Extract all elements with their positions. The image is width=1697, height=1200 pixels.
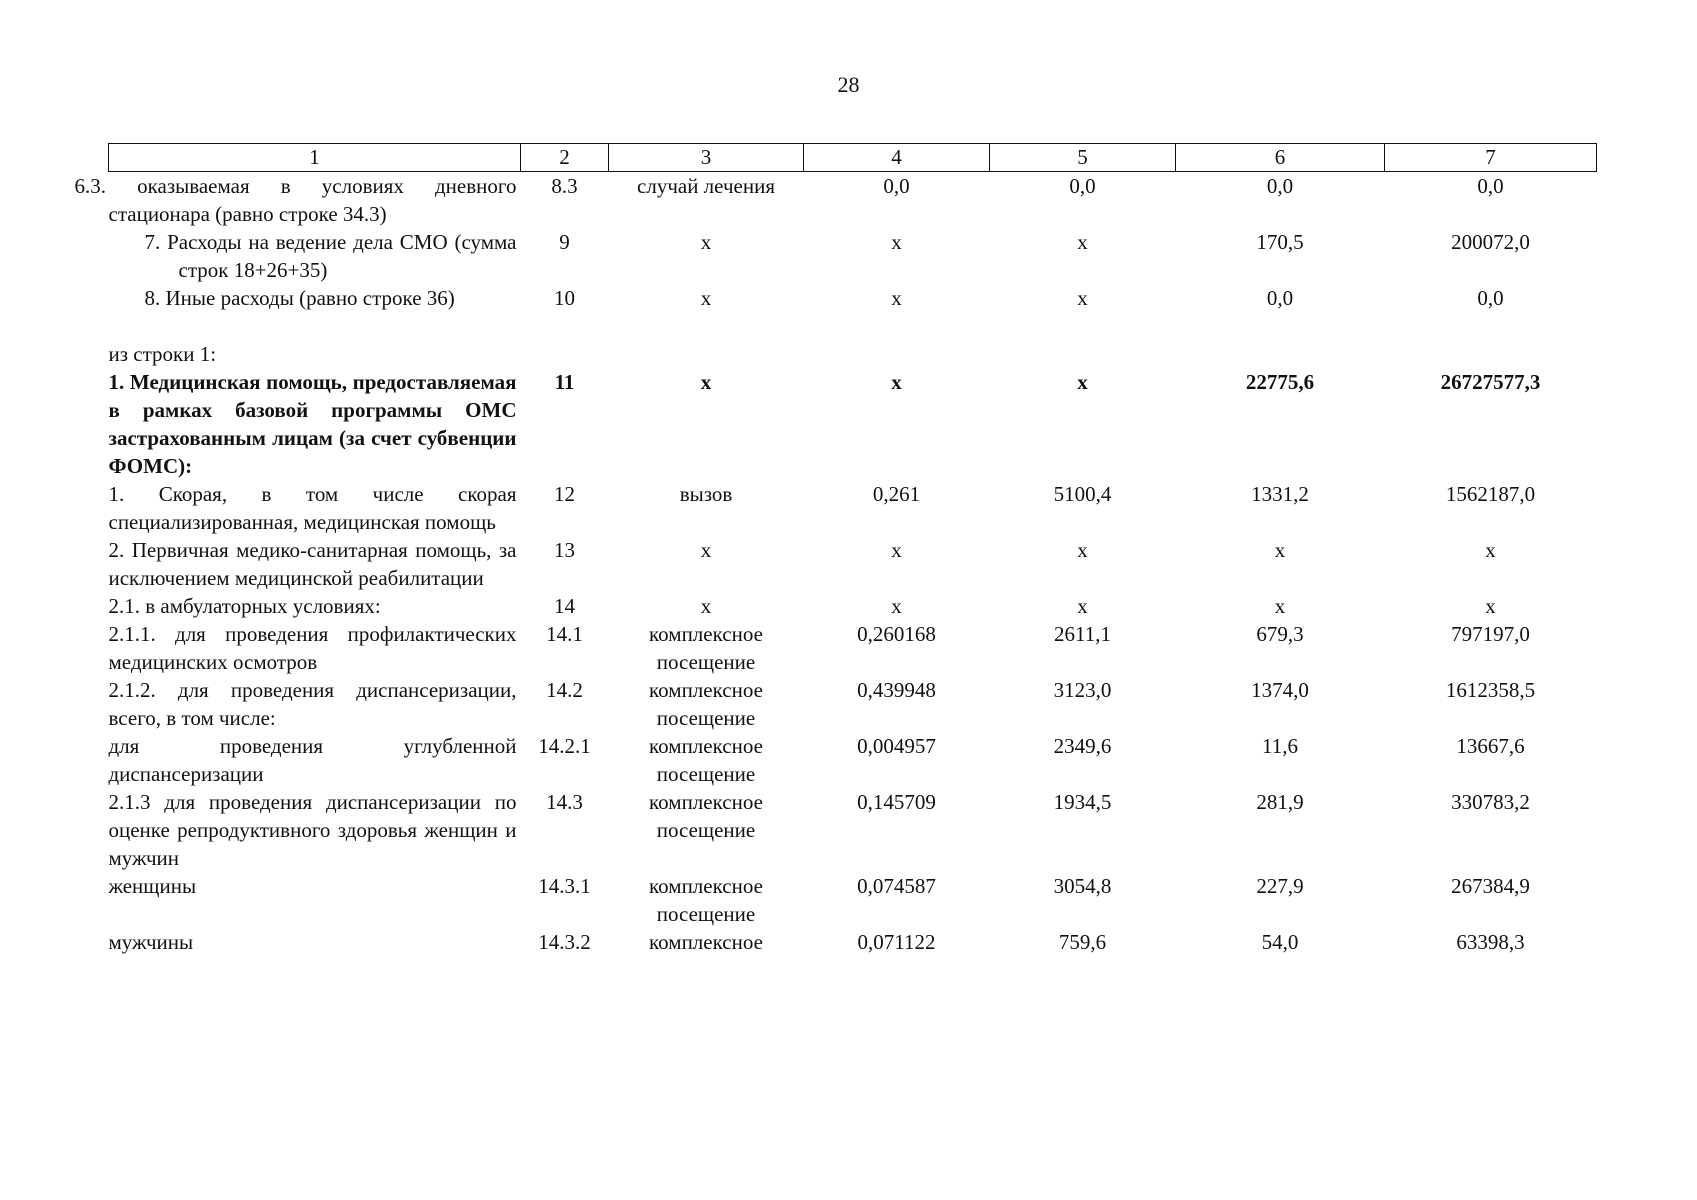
cell: 26727577,3 [1440, 370, 1541, 394]
section-caption: из строки 1: [108, 342, 217, 366]
cell: 0,004957 [857, 734, 936, 758]
row-label: мужчины [108, 930, 194, 954]
row-code: 14.2.1 [538, 734, 591, 758]
cell: 0,074587 [857, 874, 936, 898]
row-code: 12 [554, 482, 575, 506]
cell: 1331,2 [1251, 482, 1309, 506]
column-header: 6 [1176, 144, 1385, 172]
cell: х [891, 230, 902, 254]
table-row [109, 480, 1597, 536]
row-code: 10 [554, 286, 575, 310]
table-row [109, 732, 1597, 788]
cell: 0,0 [1069, 174, 1096, 198]
table-row [109, 928, 1597, 956]
cell: х [1077, 230, 1088, 254]
row-code: 14.1 [546, 622, 583, 646]
cell: 22775,6 [1245, 370, 1315, 394]
cell: вызов [679, 482, 733, 506]
cell: комплексное посещение [649, 734, 763, 786]
table-row [109, 172, 1597, 229]
row-label: 1. Скорая, в том числе скорая специализированная, медицинская помощь [108, 482, 517, 534]
cell: 759,6 [1058, 930, 1107, 954]
row-code: 8.3 [551, 174, 578, 198]
table-row [109, 620, 1597, 676]
row-code: 14.3 [546, 790, 583, 814]
column-header: 2 [521, 144, 609, 172]
column-number-header-row [109, 144, 1597, 172]
cell: 267384,9 [1451, 874, 1530, 898]
spacer-row [109, 312, 1597, 340]
page-number: 28 [837, 72, 860, 97]
row-code: 14.3.1 [538, 874, 591, 898]
row-label: 6.3. оказываемая в условиях дневного стационара (равно строке 34.3) [74, 174, 517, 226]
row-code: 11 [554, 370, 575, 394]
row-label: 8. Иные расходы (равно строке 36) [144, 286, 455, 310]
cell [990, 340, 1176, 368]
cell: 1562187,0 [1445, 482, 1536, 506]
cell: 0,0 [1477, 286, 1504, 310]
table-row [109, 536, 1597, 592]
cell: х [1274, 538, 1286, 562]
cell: 0,0 [883, 174, 910, 198]
cell: 63398,3 [1456, 930, 1525, 954]
cell: 1612358,5 [1445, 678, 1536, 702]
cell: х [891, 538, 902, 562]
cell [1176, 340, 1385, 368]
cell: 0,261 [872, 482, 921, 506]
cell: х [700, 230, 712, 254]
row-label: женщины [108, 874, 197, 898]
cell: 0,260168 [857, 622, 936, 646]
row-code: 13 [554, 538, 575, 562]
cell: 0,071122 [857, 930, 936, 954]
cell: 0,0 [1477, 174, 1504, 198]
cell: х [891, 370, 902, 394]
column-header: 4 [804, 144, 990, 172]
cell: 3054,8 [1053, 874, 1112, 898]
data-table [74, 143, 1597, 956]
table-row [109, 228, 1597, 284]
cell: 0,439948 [857, 678, 936, 702]
cell: 797197,0 [1451, 622, 1530, 646]
cell: 227,9 [1256, 874, 1304, 898]
table-row [109, 788, 1597, 872]
cell: 200072,0 [1451, 230, 1530, 254]
cell: х [891, 286, 902, 310]
column-header: 3 [609, 144, 804, 172]
table-row [109, 676, 1597, 732]
row-label: 1. Медицинская помощь, предоставляемая в рамках базовой программы ОМС застрахованным лицам (за счет субвенции ФОМС): [108, 370, 517, 478]
table-row-total [109, 368, 1597, 480]
table-row [109, 872, 1597, 928]
cell: комплексное посещение [649, 622, 763, 674]
cell: 0,0 [1266, 286, 1294, 310]
row-code: 9 [559, 230, 570, 254]
cell: 1374,0 [1251, 678, 1309, 702]
cell: 13667,6 [1456, 734, 1525, 758]
cell: 1934,5 [1053, 790, 1112, 814]
cell: 3123,0 [1053, 678, 1112, 702]
row-code: 14.3.2 [538, 930, 591, 954]
cell: х [1485, 594, 1496, 618]
cell: х [1274, 594, 1286, 618]
cell: 54,0 [1261, 930, 1299, 954]
row-label: 7. Расходы на ведение дела СМО (сумма строк 18+26+35) [144, 230, 517, 282]
cell: комплексное посещение [649, 874, 763, 926]
cell: 0,145709 [857, 790, 936, 814]
cell: 2611,1 [1054, 622, 1111, 646]
cell: 281,9 [1256, 790, 1304, 814]
cell [609, 340, 804, 368]
table-row [109, 592, 1597, 620]
cell: х [891, 594, 902, 618]
cell: 0,0 [1266, 174, 1294, 198]
cell [804, 340, 990, 368]
cell: 330783,2 [1451, 790, 1530, 814]
cell: 679,3 [1256, 622, 1304, 646]
cell: х [700, 594, 712, 618]
cell: х [700, 538, 712, 562]
column-header: 5 [990, 144, 1176, 172]
row-code: 14 [554, 594, 575, 618]
cell: х [700, 370, 712, 394]
row-label: для проведения углубленной диспансеризации [108, 734, 517, 786]
cell: х [1077, 286, 1088, 310]
cell: 5100,4 [1053, 482, 1112, 506]
table-row [109, 284, 1597, 312]
cell: комплексное посещение [649, 678, 763, 730]
cell: х [1485, 538, 1496, 562]
cell: х [700, 286, 712, 310]
cell: х [1077, 370, 1088, 394]
cell: комплексное [649, 930, 763, 954]
cell [1385, 340, 1597, 368]
row-label: 2.1.1. для проведения профилактических медицинских осмотров [108, 622, 517, 674]
row-label: 2. Первичная медико-санитарная помощь, за исключением медицинской реабилитации [108, 538, 517, 590]
cell: комплексное посещение [649, 790, 763, 842]
row-label: 2.1.3 для проведения диспансеризации по оценке репродуктивного здоровья женщин и мужчин [108, 790, 517, 870]
cell [521, 340, 609, 368]
cell: 11,6 [1262, 734, 1298, 758]
cell: 2349,6 [1053, 734, 1112, 758]
cell: 170,5 [1256, 230, 1304, 254]
cell: х [1077, 594, 1088, 618]
column-header: 7 [1385, 144, 1597, 172]
column-header: 1 [109, 144, 521, 172]
row-label: 2.1.2. для проведения диспансеризации, всего, в том числе: [108, 678, 517, 730]
row-code: 14.2 [546, 678, 583, 702]
cell: х [1077, 538, 1088, 562]
cell: случай лечения [637, 174, 775, 198]
table-row [109, 340, 1597, 368]
row-label: 2.1. в амбулаторных условиях: [108, 594, 381, 618]
